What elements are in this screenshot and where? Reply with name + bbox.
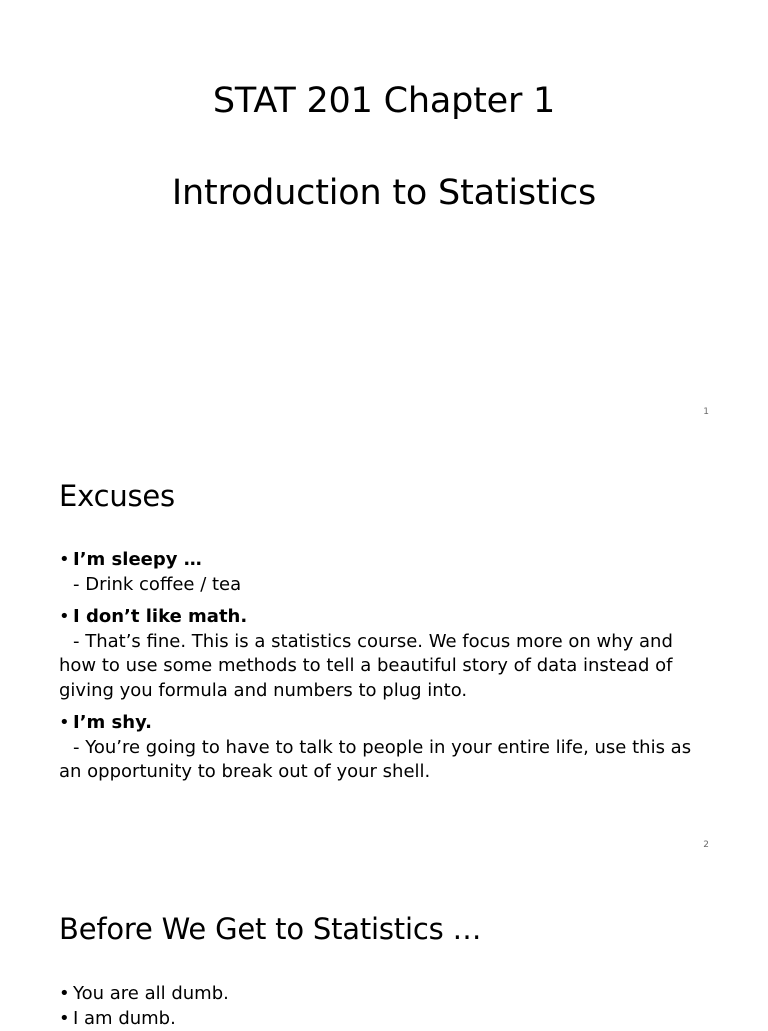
bullet-icon: • [59,605,73,630]
slide-content [59,548,699,793]
response-text: - You’re going to have to talk to people in your entire life, use this as an opportunity to break out of your shell. [59,737,691,783]
bullet-text: I don’t like math. [73,606,247,627]
list-item-response [59,630,699,704]
list-item [59,982,699,1007]
slide-3 [0,864,768,1024]
slide-2 [0,432,768,864]
bullet-icon: • [59,548,73,573]
response-text: - That’s fine. This is a statistics course. We focus more on why and how to use some methods to tell a beautiful story of data instead of giving you formula and numbers to plug into. [59,631,673,701]
bullet-text: I’m sleepy … [73,549,202,570]
slide-title: STAT 201 Chapter 1 [0,84,768,119]
slide-1 [0,0,768,432]
list-item [59,1007,699,1031]
bullet-icon: • [59,982,73,1007]
slide-number: 2 [703,841,709,850]
list-item [59,548,699,573]
list-item-response [59,736,699,785]
slide-heading: Excuses [59,482,175,511]
bullet-text: I’m shy. [73,712,152,733]
slide-number: 1 [703,408,709,417]
response-text: - Drink coffee / tea [73,574,241,595]
bullet-text: You are all dumb. [73,983,229,1004]
list-item-response [59,573,699,598]
bullet-text: I am dumb. [73,1008,176,1029]
bullet-icon: • [59,711,73,736]
slide-heading: Before We Get to Statistics … [59,915,481,944]
list-item [59,711,699,736]
bullet-icon: • [59,1007,73,1031]
list-item [59,605,699,630]
slide-subtitle: Introduction to Statistics [0,176,768,211]
